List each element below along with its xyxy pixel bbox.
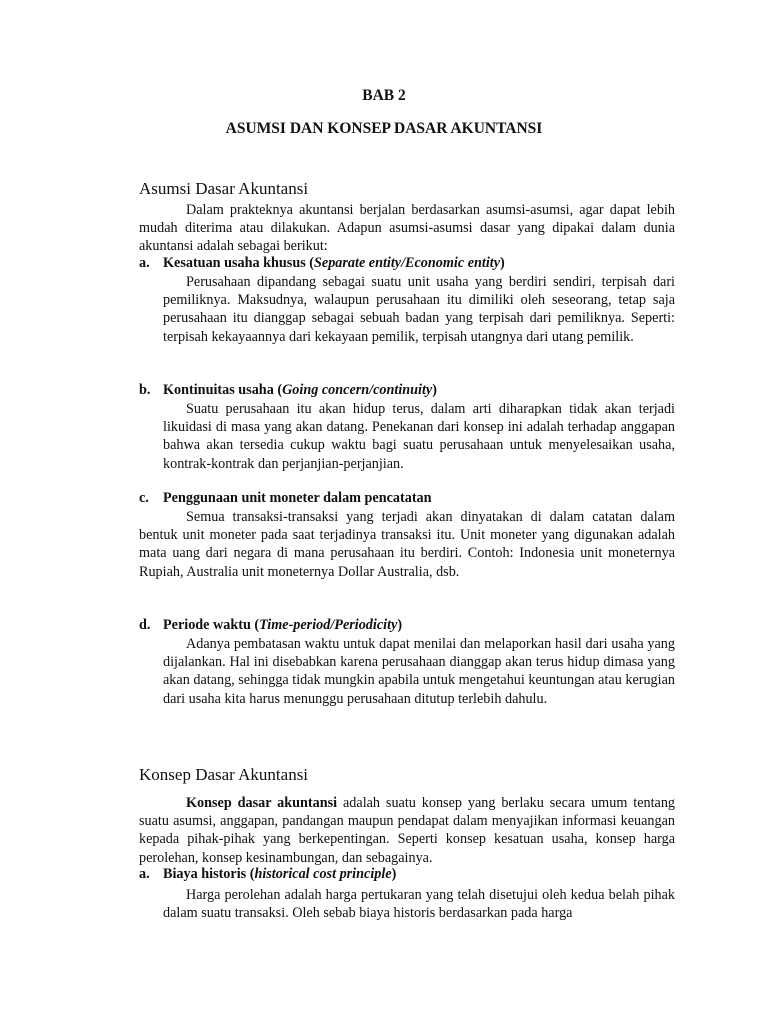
list-item-heading — [139, 866, 396, 883]
section-intro-paragraph — [139, 794, 675, 867]
list-item-title: Penggunaan unit moneter dalam pencatatan — [163, 490, 432, 506]
list-item-title-italic: Going concern/continuity — [282, 382, 433, 398]
list-item-title-end: ) — [391, 866, 397, 882]
list-item-title-italic: historical cost principle — [254, 866, 392, 882]
list-item-title-italic: Separate entity/Economic entity — [314, 255, 501, 271]
list-item-title-end: ) — [432, 382, 437, 398]
list-item-body: Suatu perusahaan itu akan hidup terus, dalam arti diharapkan tidak akan terjadi likuidasi di masa yang akan datang. Penekanan dari konsep ini adalah terhadap anggapan bahwa akan tersedia cukup waktu bagi suatu perusahaan untuk menyelesaikan usaha, kontrak-kontrak dan perjanjian-perjanjian. — [163, 401, 675, 472]
list-item-heading — [139, 490, 432, 507]
list-item-letter: d. — [139, 617, 151, 633]
list-item-title: Kontinuitas usaha ( — [163, 382, 283, 398]
list-item-letter: a. — [139, 255, 150, 271]
list-item-title-italic: Time-period/Periodicity — [259, 617, 398, 633]
list-item-heading — [139, 255, 505, 272]
intro-bold-term: Konsep dasar akuntansi — [186, 795, 338, 811]
list-item-title-end: ) — [397, 617, 403, 633]
list-item-title: Kesatuan usaha khusus ( — [163, 255, 315, 271]
list-item-body: Semua transaksi-transaksi yang terjadi akan dinyatakan di dalam catatan dalam bentuk unit moneter pada saat terjadinya transaksi itu. Unit moneter yang digunakan adalah mata uang dari negara di mana perusahaan itu berdiri. Contoh: Indonesia unit moneternya Rupiah, Australia unit moneternya Dollar Australia, dsb. — [139, 509, 675, 580]
list-item-letter: b. — [139, 382, 151, 398]
list-item-body: Adanya pembatasan waktu untuk dapat menilai dan melaporkan hasil dari usaha yang dijalankan. Hal ini disebabkan karena perusahaan dianggap akan terus hidup dimasa yang akan datang, sehingga tidak mungkin apabila untuk mengetahui keuntungan atau kerugian dari usaha kita harus menunggu perusahaan ditutup terlebih dahulu. — [163, 636, 675, 707]
chapter-title: ASUMSI DAN KONSEP DASAR AKUNTANSI — [225, 120, 543, 137]
list-item-heading — [139, 382, 437, 399]
intro-rest: adalah suatu konsep yang berlaku secara umum tentang suatu asumsi, anggapan, pandangan maupun pendapat dalam menyajikan informasi keuangan kepada pihak-pihak yang berkepentingan. Seperti konsep kesatuan usaha, konsep harga perolehan, konsep kesinambungan, dan sebagainya. — [139, 795, 676, 866]
chapter-number: BAB 2 — [362, 87, 406, 104]
list-item-body: Harga perolehan adalah harga pertukaran yang telah disetujui oleh kedua belah pihak dalam suatu transaksi. Oleh sebab biaya historis berdasarkan pada harga — [163, 887, 675, 922]
list-item-heading — [139, 617, 402, 634]
section-intro-paragraph: Dalam prakteknya akuntansi berjalan berdasarkan asumsi-asumsi, agar dapat lebih mudah diterima atau dilakukan. Adapun asumsi-asumsi dasar yang dipakai dalam dunia akuntansi adalah sebagai berikut: — [139, 202, 675, 255]
section-heading-konsep: Konsep Dasar Akuntansi — [139, 765, 309, 784]
list-item-letter: c. — [139, 490, 149, 506]
list-item-body: Perusahaan dipandang sebagai suatu unit usaha yang berdiri sendiri, terpisah dari pemiliknya. Maksudnya, walaupun perusahaan itu dimiliki oleh seseorang, tetap saja perusahaan itu dianggap sebagai sebuah badan yang terpisah dari pemiliknya. Seperti: terpisah kekayaannya dari kekayaan pemilik, terpisah utangnya dari utang pemilik. — [163, 274, 675, 345]
list-item-letter: a. — [139, 866, 150, 882]
list-item-title: Periode waktu ( — [163, 617, 260, 633]
list-item-title-end: ) — [500, 255, 505, 271]
list-item-title: Biaya historis ( — [163, 866, 255, 882]
section-heading-asumsi: Asumsi Dasar Akuntansi — [139, 179, 309, 198]
